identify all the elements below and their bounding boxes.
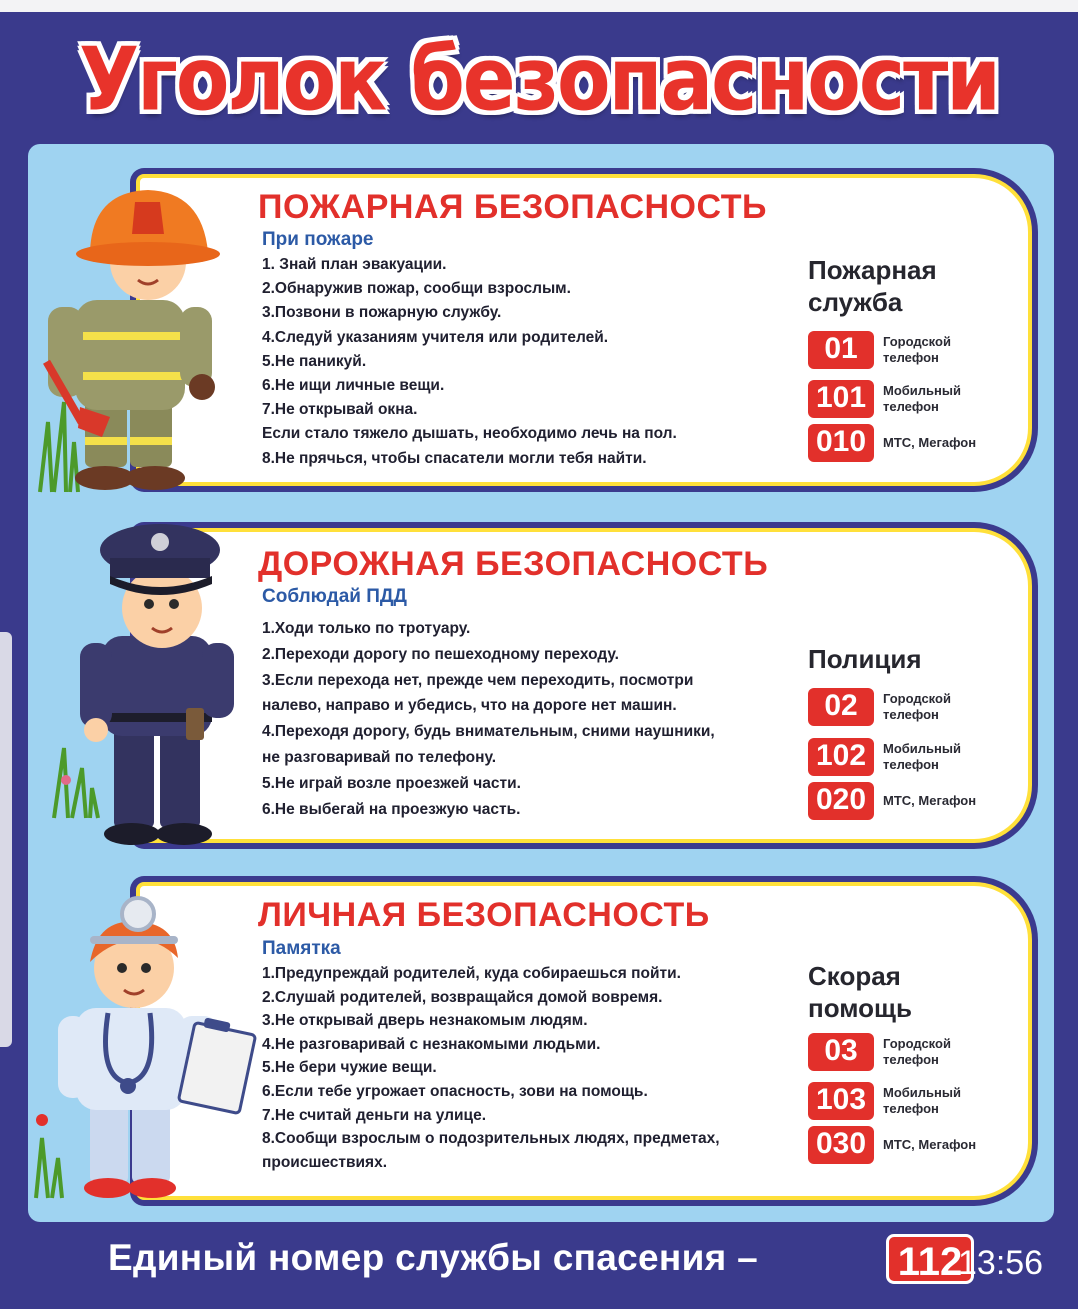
personal-number-row: [808, 1082, 998, 1120]
fire-rules-list: [262, 253, 807, 471]
personal-section-title: ЛИЧНАЯ БЕЗОПАСНОСТЬ: [258, 896, 710, 934]
list-item: 5.Не паникуй.: [262, 352, 367, 370]
phone-number-note: Городской телефон: [883, 691, 951, 722]
list-item: не разговаривай по телефону.: [262, 748, 497, 766]
status-strip: [0, 0, 1078, 12]
phone-number-note: Мобильный телефон: [883, 741, 961, 772]
fire-service-name: Пожарная служба: [808, 255, 937, 317]
phone-number-note: МТС, Мегафон: [883, 435, 977, 450]
list-item: 5.Не играй возле проезжей части.: [262, 774, 521, 792]
road-service-name: Полиция: [808, 644, 922, 674]
list-item: 6.Если тебе угрожает опасность, зови на помощь.: [262, 1082, 648, 1100]
personal-rules-list: [262, 962, 807, 1174]
list-item: 7.Не считай деньги на улице.: [262, 1106, 487, 1124]
phone-number-note: Городской телефон: [883, 334, 951, 365]
list-item: 1. Знай план эвакуации.: [262, 256, 447, 273]
police-officer-illustration: [52, 518, 242, 848]
grass-icon: [36, 1114, 62, 1198]
fire-number-row: [808, 331, 998, 369]
clock-overlay: 13:56: [958, 1244, 1044, 1282]
phone-number-badge: 01: [808, 331, 874, 369]
head-mirror-icon: [90, 898, 178, 944]
road-number-row: [808, 688, 998, 726]
list-item: Если стало тяжело дышать, необходимо лечь на пол.: [262, 425, 677, 443]
road-rules-list: [262, 616, 807, 822]
list-item: 3.Позвони в пожарную службу.: [262, 304, 502, 322]
grass-icon: [40, 402, 78, 492]
personal-service-name: Скорая помощь: [808, 961, 912, 1023]
list-item: 3.Не открывай дверь незнакомым людям.: [262, 1012, 588, 1030]
phone-number-note: Мобильный телефон: [883, 383, 961, 414]
list-item: 6.Не выбегай на проезжую часть.: [262, 800, 521, 818]
phone-number-badge: 030: [808, 1126, 874, 1164]
list-item: 7.Не открывай окна.: [262, 401, 418, 419]
list-item: 4.Следуй указаниям учителя или родителей.: [262, 328, 609, 346]
phone-number-note: МТС, Мегафон: [883, 793, 977, 808]
phone-number-badge: 010: [808, 424, 874, 462]
phone-number-note: Мобильный телефон: [883, 1085, 961, 1116]
road-section-title: ДОРОЖНАЯ БЕЗОПАСНОСТЬ: [258, 545, 769, 583]
list-item: 5.Не бери чужие вещи.: [262, 1059, 437, 1077]
list-item: 1.Предупреждай родителей, куда собираешься пойти.: [262, 965, 681, 982]
list-item: 3.Если перехода нет, прежде чем переходить, посмотри: [262, 671, 694, 689]
phone-number-note: МТС, Мегафон: [883, 1137, 977, 1152]
road-number-row: [808, 738, 998, 776]
list-item: 1.Ходи только по тротуару.: [262, 620, 471, 637]
list-item: налево, направо и убедись, что на дороге нет машин.: [262, 697, 677, 715]
fire-number-row: [808, 424, 998, 462]
list-item: 8.Не прячься, чтобы спасатели могли тебя найти.: [262, 449, 647, 467]
list-item: 2.Слушай родителей, возвращайся домой вовремя.: [262, 988, 663, 1006]
phone-number-note: Городской телефон: [883, 1036, 951, 1067]
phone-number-badge: 103: [808, 1082, 874, 1120]
list-item: 6.Не ищи личные вещи.: [262, 377, 445, 395]
list-item: происшествиях.: [262, 1153, 388, 1171]
list-item: 4.Переходя дорогу, будь внимательным, сними наушники,: [262, 723, 715, 741]
fire-section-subtitle: При пожаре: [262, 229, 374, 250]
phone-number-badge: 101: [808, 380, 874, 418]
emergency-number-badge: 112: [886, 1234, 974, 1284]
personal-number-row: [808, 1126, 998, 1164]
phone-number-badge: 02: [808, 688, 874, 726]
list-item: 8.Сообщи взрослым о подозрительных людях, предметах,: [262, 1130, 720, 1148]
grass-icon: [54, 748, 98, 818]
side-scroll-handle[interactable]: [0, 632, 12, 1047]
phone-number-badge: 020: [808, 782, 874, 820]
personal-number-row: [808, 1033, 998, 1071]
list-item: 2.Обнаружив пожар, сообщи взрослым.: [262, 280, 571, 298]
road-number-row: [808, 782, 998, 820]
fire-section-title: ПОЖАРНАЯ БЕЗОПАСНОСТЬ: [258, 188, 767, 226]
fire-number-row: [808, 380, 998, 418]
emergency-number-label: Единый номер службы спасения –: [108, 1237, 758, 1278]
poster-title: Уголок безопасности: [79, 30, 999, 131]
road-section-subtitle: Соблюдай ПДД: [262, 586, 407, 607]
phone-number-badge: 102: [808, 738, 874, 776]
list-item: 4.Не разговаривай с незнакомыми людьми.: [262, 1035, 601, 1053]
phone-number-badge: 03: [808, 1033, 874, 1071]
list-item: 2.Переходи дорогу по пешеходному переходу.: [262, 645, 619, 663]
doctor-illustration: [28, 888, 273, 1210]
helmet-icon: [76, 190, 220, 266]
personal-section-subtitle: Памятка: [262, 938, 341, 959]
firefighter-illustration: [30, 182, 220, 494]
